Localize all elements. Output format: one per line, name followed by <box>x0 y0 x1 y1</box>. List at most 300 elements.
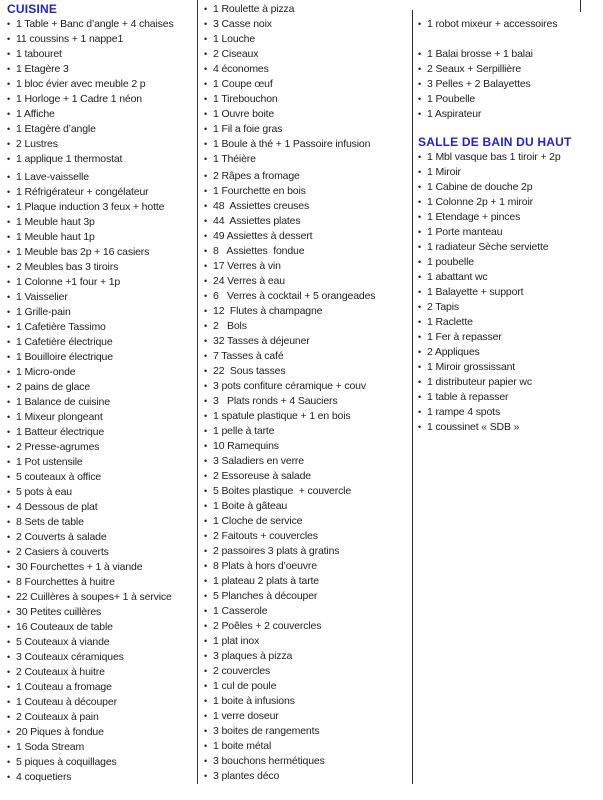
list-item <box>418 300 602 315</box>
item-text: 1 distributeur papier wc <box>427 376 532 388</box>
list-item <box>204 574 411 589</box>
bullet-icon: • <box>204 366 208 376</box>
bullet-icon: • <box>204 109 208 119</box>
item-text: 2 Appliques <box>427 346 480 358</box>
item-text: 7 Tasses à café <box>213 350 284 362</box>
bullet-icon: • <box>418 212 422 222</box>
item-text: 3 Plats ronds + 4 Sauciers <box>213 395 338 407</box>
item-text: 4 coquetiers <box>16 771 72 783</box>
item-text: 48 Assiettes creuses <box>213 200 310 212</box>
bullet-icon: • <box>204 501 208 511</box>
item-text: 1 Batteur électrique <box>16 426 105 438</box>
item-text: 3 Pelles + 2 Balayettes <box>427 78 531 90</box>
bullet-icon: • <box>7 682 11 692</box>
bullet-icon: • <box>7 397 11 407</box>
list-item <box>7 335 197 350</box>
list-item <box>204 152 411 167</box>
list-item <box>418 285 602 300</box>
item-text: 1 Lave-vaisselle <box>16 171 89 183</box>
list-item <box>418 420 602 435</box>
item-text: 2 Presse-agrumes <box>16 441 100 453</box>
list-item <box>7 605 197 620</box>
list-item <box>204 274 411 289</box>
list-item <box>7 740 197 755</box>
item-text: 1 boite à infusions <box>213 695 295 707</box>
item-text: 2 Seaux + Serpillière <box>427 63 522 75</box>
bullet-icon: • <box>7 442 11 452</box>
list-item <box>7 620 197 635</box>
bullet-icon: • <box>7 517 11 527</box>
bullet-icon: • <box>204 756 208 766</box>
item-text: 1 Cafetière Tassimo <box>16 321 106 333</box>
item-text: 6 Verres à cocktail + 5 orangeades <box>213 290 376 302</box>
item-text: 1 Etagère d’angle <box>16 123 96 135</box>
bullet-icon: • <box>7 247 11 257</box>
bullet-icon: • <box>418 347 422 357</box>
list-item <box>418 47 602 62</box>
item-text: 2 Ciseaux <box>213 48 259 60</box>
item-text: 2 Bols <box>213 320 247 332</box>
list-item <box>204 589 411 604</box>
bullet-icon: • <box>7 217 11 227</box>
bullet-icon: • <box>204 351 208 361</box>
bullet-icon: • <box>7 412 11 422</box>
item-text: 1 Etagère 3 <box>16 63 69 75</box>
item-text: 2 Râpes a fromage <box>213 170 300 182</box>
section-header: SALLE DE BAIN DU HAUT <box>418 135 572 149</box>
bullet-icon: • <box>7 637 11 647</box>
list-item <box>204 122 411 137</box>
list-item <box>204 32 411 47</box>
list-item <box>204 604 411 619</box>
list-item <box>7 560 197 575</box>
bullet-icon: • <box>204 186 208 196</box>
item-text: 1 Théière <box>213 153 256 165</box>
item-text: 1 Ouvre boite <box>213 108 275 120</box>
bullet-icon: • <box>204 741 208 751</box>
bullet-icon: • <box>204 516 208 526</box>
item-text: 1 coussinet « SDB » <box>427 421 520 433</box>
item-text: 5 Couteaux à viande <box>16 636 110 648</box>
bullet-icon: • <box>418 152 422 162</box>
item-text: 2 couvercles <box>213 665 271 677</box>
item-text: 2 Couteaux à pain <box>16 711 99 723</box>
item-text: 3 bouchons hermétiques <box>213 755 325 767</box>
bullet-icon: • <box>418 317 422 327</box>
bullet-icon: • <box>7 712 11 722</box>
item-text: 1 Aspirateur <box>427 108 482 120</box>
bullet-icon: • <box>418 64 422 74</box>
item-text: 2 Couteaux à huitre <box>16 666 105 678</box>
bullet-icon: • <box>418 302 422 312</box>
list-item <box>418 107 602 122</box>
list-item <box>7 530 197 545</box>
list-item <box>204 364 411 379</box>
item-text: 1 pelle à tarte <box>213 425 275 437</box>
list-item <box>204 559 411 574</box>
bullet-icon: • <box>204 561 208 571</box>
item-text: 5 Planches à découper <box>213 590 318 602</box>
bullet-icon: • <box>418 272 422 282</box>
bullet-icon: • <box>204 636 208 646</box>
list-item <box>204 724 411 739</box>
item-text: 3 plaques à pizza <box>213 650 293 662</box>
item-text: 8 Fourchettes à huitre <box>16 576 115 588</box>
bullet-icon: • <box>204 306 208 316</box>
bullet-icon: • <box>7 187 11 197</box>
list-item <box>7 260 197 275</box>
list-item <box>204 334 411 349</box>
item-text: 1 Fil a foie gras <box>213 123 283 135</box>
list-item <box>204 484 411 499</box>
bullet-icon: • <box>204 64 208 74</box>
list-item <box>204 634 411 649</box>
list-item <box>204 304 411 319</box>
bullet-icon: • <box>7 607 11 617</box>
list-item <box>418 210 602 225</box>
bullet-icon: • <box>418 49 422 59</box>
list-item <box>204 379 411 394</box>
bullet-icon: • <box>7 19 11 29</box>
section-header: CUISINE <box>7 2 58 16</box>
item-text: 2 pains de glace <box>16 381 91 393</box>
list-item <box>7 62 197 77</box>
bullet-icon: • <box>7 727 11 737</box>
item-text: 1 Balayette + support <box>427 286 524 298</box>
item-text: 30 Petites cuillères <box>16 606 102 618</box>
list-item <box>418 255 602 270</box>
list-item <box>7 215 197 230</box>
list-item <box>418 62 602 77</box>
column-cuisine <box>7 2 197 785</box>
list-item <box>204 619 411 634</box>
item-text: 1 Etendage + pinces <box>427 211 521 223</box>
item-text: 1 Meuble bas 2p + 16 casiers <box>16 246 150 258</box>
item-text: 1 boite métal <box>213 740 272 752</box>
item-text: 1 rampe 4 spots <box>427 406 501 418</box>
bullet-icon: • <box>7 352 11 362</box>
item-text: 1 radiateur Sèche serviette <box>427 241 549 253</box>
item-text: 1 Poubelle <box>427 93 476 105</box>
list-item <box>204 77 411 92</box>
item-text: 1 Pot ustensile <box>16 456 83 468</box>
bullet-icon: • <box>7 202 11 212</box>
bullet-icon: • <box>7 64 11 74</box>
list-item <box>418 17 602 32</box>
column-divider-right <box>412 10 413 784</box>
bullet-icon: • <box>204 591 208 601</box>
bullet-icon: • <box>204 546 208 556</box>
item-text: 1 table à repasser <box>427 391 509 403</box>
bullet-icon: • <box>418 287 422 297</box>
column-salle-de-bain <box>418 17 602 435</box>
bullet-icon: • <box>204 726 208 736</box>
column-cuisine-suite <box>204 2 411 784</box>
item-text: 3 plantes déco <box>213 770 280 782</box>
list-item <box>7 515 197 530</box>
item-text: 16 Couteaux de table <box>16 621 113 633</box>
bullet-icon: • <box>204 201 208 211</box>
item-text: 2 Couverts à salade <box>16 531 107 543</box>
bullet-icon: • <box>204 621 208 631</box>
bullet-icon: • <box>7 277 11 287</box>
item-text: 3 Saladiers en verre <box>213 455 304 467</box>
list-item <box>204 184 411 199</box>
bullet-icon: • <box>7 622 11 632</box>
bullet-icon: • <box>204 4 208 14</box>
list-item <box>7 725 197 740</box>
list-item <box>7 107 197 122</box>
list-item <box>418 92 602 107</box>
bullet-icon: • <box>204 79 208 89</box>
item-text: 1 Mbl vasque bas 1 tiroir + 2p <box>427 151 561 163</box>
list-item <box>204 469 411 484</box>
list-item <box>204 454 411 469</box>
list-item <box>7 350 197 365</box>
item-text: 1 poubelle <box>427 256 474 268</box>
list-item <box>204 649 411 664</box>
list-item <box>204 107 411 122</box>
list-item <box>7 635 197 650</box>
item-text: 1 Mixeur plongeant <box>16 411 103 423</box>
item-text: 4 Dessous de plat <box>16 501 98 513</box>
bullet-icon: • <box>7 757 11 767</box>
bullet-icon: • <box>7 307 11 317</box>
bullet-icon: • <box>204 771 208 781</box>
item-text: 2 Poêles + 2 couvercles <box>213 620 322 632</box>
item-text: 1 Soda Stream <box>16 741 85 753</box>
bullet-icon: • <box>7 79 11 89</box>
item-text: 1 Micro-onde <box>16 366 76 378</box>
item-text: 1 Cloche de service <box>213 515 303 527</box>
bullet-icon: • <box>204 291 208 301</box>
list-item <box>204 514 411 529</box>
list-item <box>418 77 602 92</box>
bullet-icon: • <box>7 34 11 44</box>
column-divider-left <box>197 0 198 784</box>
spacer <box>418 32 602 47</box>
bullet-icon: • <box>7 742 11 752</box>
bullet-icon: • <box>418 392 422 402</box>
list-item <box>418 360 602 375</box>
bullet-icon: • <box>204 696 208 706</box>
list-item <box>7 365 197 380</box>
list-item <box>418 165 602 180</box>
item-text: 1 Roulette à pizza <box>213 3 295 15</box>
bullet-icon: • <box>7 337 11 347</box>
bullet-icon: • <box>204 606 208 616</box>
bullet-icon: • <box>204 471 208 481</box>
bullet-icon: • <box>7 577 11 587</box>
list-item <box>204 137 411 152</box>
list-item <box>7 290 197 305</box>
item-text: 5 couteaux à office <box>16 471 102 483</box>
list-item <box>7 500 197 515</box>
item-text: 1 Table + Banc d’angle + 4 chaises <box>16 18 174 30</box>
bullet-icon: • <box>7 124 11 134</box>
bullet-icon: • <box>7 49 11 59</box>
list-item <box>204 47 411 62</box>
list-item <box>204 62 411 77</box>
bullet-icon: • <box>204 396 208 406</box>
list-item <box>204 769 411 784</box>
list-item <box>204 214 411 229</box>
item-text: 2 Meubles bas 3 tiroirs <box>16 261 119 273</box>
item-text: 1 Casserole <box>213 605 268 617</box>
list-item <box>7 17 197 32</box>
bullet-icon: • <box>204 246 208 256</box>
list-item <box>7 275 197 290</box>
bullet-icon: • <box>204 456 208 466</box>
item-text: 1 Affiche <box>16 108 55 120</box>
list-item <box>204 709 411 724</box>
item-text: 1 Bouilloire électrique <box>16 351 113 363</box>
bullet-icon: • <box>204 411 208 421</box>
bullet-icon: • <box>204 94 208 104</box>
list-item <box>204 349 411 364</box>
item-text: 5 pots à eau <box>16 486 72 498</box>
list-item <box>7 440 197 455</box>
item-text: 1 Miroir grossissant <box>427 361 516 373</box>
bullet-icon: • <box>418 197 422 207</box>
item-text: 1 bloc évier avec meuble 2 p <box>16 78 146 90</box>
bullet-icon: • <box>7 232 11 242</box>
bullet-icon: • <box>7 487 11 497</box>
bullet-icon: • <box>7 427 11 437</box>
list-item <box>418 330 602 345</box>
bullet-icon: • <box>7 94 11 104</box>
list-item <box>204 17 411 32</box>
item-text: 2 passoires 3 plats à gratins <box>213 545 340 557</box>
bullet-icon: • <box>7 592 11 602</box>
item-text: 1 applique 1 thermostat <box>16 153 123 165</box>
list-item <box>204 259 411 274</box>
list-item <box>7 122 197 137</box>
item-text: 1 plateau 2 plats à tarte <box>213 575 319 587</box>
bullet-icon: • <box>7 472 11 482</box>
bullet-icon: • <box>7 109 11 119</box>
list-item <box>7 395 197 410</box>
list-item <box>7 665 197 680</box>
list-item <box>204 199 411 214</box>
item-text: 12 Flutes à champagne <box>213 305 323 317</box>
list-item <box>204 694 411 709</box>
list-item <box>204 664 411 679</box>
list-item <box>7 170 197 185</box>
bullet-icon: • <box>204 231 208 241</box>
item-text: 1 Colonne 2p + 1 miroir <box>427 196 533 208</box>
bullet-icon: • <box>418 79 422 89</box>
bullet-icon: • <box>418 362 422 372</box>
bullet-icon: • <box>204 336 208 346</box>
bullet-icon: • <box>204 486 208 496</box>
bullet-icon: • <box>204 19 208 29</box>
list-item <box>204 679 411 694</box>
item-text: 24 Verres à eau <box>213 275 285 287</box>
item-text: 10 Ramequins <box>213 440 279 452</box>
bullet-icon: • <box>7 322 11 332</box>
item-text: 1 tabouret <box>16 48 62 60</box>
list-item <box>7 137 197 152</box>
bullet-icon: • <box>7 382 11 392</box>
item-text: 1 Tirebouchon <box>213 93 278 105</box>
list-item <box>204 92 411 107</box>
list-item <box>418 345 602 360</box>
bullet-icon: • <box>418 182 422 192</box>
list-item <box>204 244 411 259</box>
item-text: 1 Cabine de douche 2p <box>427 181 533 193</box>
item-text: 1 Horloge + 1 Cadre 1 néon <box>16 93 142 105</box>
list-item <box>418 405 602 420</box>
item-text: 2 Casiers à couverts <box>16 546 109 558</box>
list-item <box>7 695 197 710</box>
list-item <box>7 380 197 395</box>
item-text: 3 Casse noix <box>213 18 272 30</box>
item-text: 1 Balai brosse + 1 balai <box>427 48 533 60</box>
bullet-icon: • <box>418 242 422 252</box>
item-text: 8 Sets de table <box>16 516 84 528</box>
list-item <box>7 650 197 665</box>
item-text: 1 Couteau à découper <box>16 696 117 708</box>
bullet-icon: • <box>204 34 208 44</box>
bullet-icon: • <box>204 441 208 451</box>
bullet-icon: • <box>7 547 11 557</box>
list-item <box>7 200 197 215</box>
bullet-icon: • <box>7 562 11 572</box>
list-item <box>7 230 197 245</box>
bullet-icon: • <box>418 407 422 417</box>
bullet-icon: • <box>7 457 11 467</box>
item-text: 1 Balance de cuisine <box>16 396 110 408</box>
item-text: 1 Cafetière électrique <box>16 336 113 348</box>
item-text: 1 Raclette <box>427 316 473 328</box>
bullet-icon: • <box>204 49 208 59</box>
list-item <box>7 680 197 695</box>
list-item <box>204 289 411 304</box>
item-text: 2 Lustres <box>16 138 58 150</box>
bullet-icon: • <box>418 377 422 387</box>
bullet-icon: • <box>7 172 11 182</box>
list-item <box>7 485 197 500</box>
list-item <box>418 315 602 330</box>
list-item <box>418 150 602 165</box>
list-item <box>7 77 197 92</box>
bullet-icon: • <box>204 531 208 541</box>
list-item <box>204 169 411 184</box>
bullet-icon: • <box>7 667 11 677</box>
bullet-icon: • <box>204 651 208 661</box>
bullet-icon: • <box>204 381 208 391</box>
list-item <box>7 320 197 335</box>
list-item <box>7 152 197 167</box>
bullet-icon: • <box>204 711 208 721</box>
bullet-icon: • <box>204 321 208 331</box>
item-text: 1 Meuble haut 1p <box>16 231 95 243</box>
bullet-icon: • <box>418 167 422 177</box>
list-item <box>7 770 197 785</box>
item-text: 2 Essoreuse à salade <box>213 470 311 482</box>
list-item <box>418 390 602 405</box>
list-item <box>204 499 411 514</box>
item-text: 11 coussins + 1 nappe1 <box>16 33 124 45</box>
list-item <box>204 409 411 424</box>
item-text: 1 Louche <box>213 33 256 45</box>
list-item <box>204 544 411 559</box>
item-text: 1 abattant wc <box>427 271 488 283</box>
item-text: 44 Assiettes plates <box>213 215 301 227</box>
item-text: 5 Boites plastique + couvercle <box>213 485 352 497</box>
list-item <box>204 424 411 439</box>
